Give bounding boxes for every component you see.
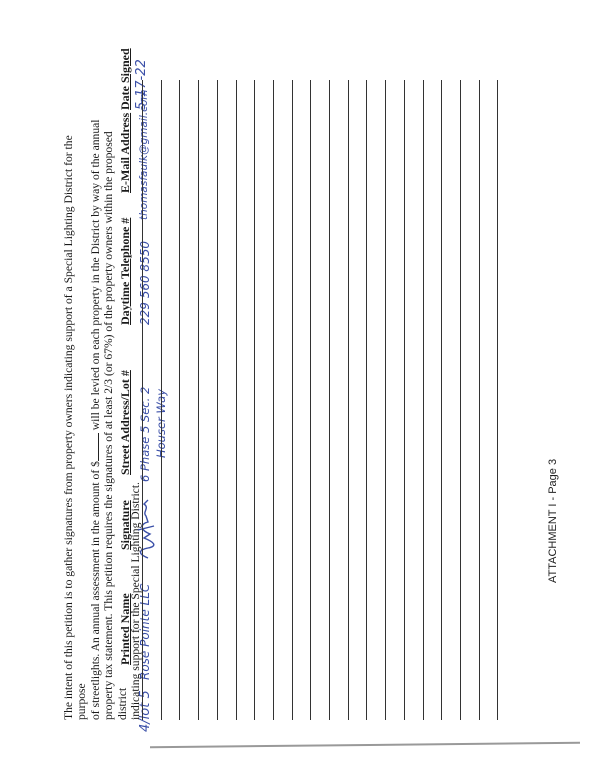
intro-line-2b: will be levied on each property in the District by way of the annual — [88, 119, 102, 431]
intro-line-2 — [89, 100, 102, 720]
signature-row-line — [142, 80, 143, 720]
intro-line-4: indicating support for the Special Lighting District. — [129, 482, 143, 720]
entry-lot-note: 4/lot 5 — [138, 690, 153, 732]
entry-date: 5-17-22 — [134, 59, 149, 110]
header-date-signed: Date Signed — [118, 48, 132, 110]
intro-line-2a: of streetlights. An annual assessment in the amount of $ — [88, 461, 102, 720]
signature-row-line — [292, 80, 293, 720]
header-email-address: E-Mail Address — [118, 112, 132, 193]
footer-attachment-label: ATTACHMENT I - Page 3 — [547, 458, 559, 583]
signature-row-line — [329, 80, 330, 720]
signature-row-line — [236, 80, 237, 720]
signature-row-line — [161, 80, 162, 720]
header-daytime-telephone: Daytime Telephone # — [118, 217, 132, 325]
signature-row-line — [460, 80, 461, 720]
signature-row-line — [348, 80, 349, 720]
assessment-amount-blank — [89, 433, 99, 461]
signature-row-line — [217, 80, 218, 720]
entry-printed-name: Rose Pointe LLC — [138, 583, 152, 680]
scan-edge-rule — [150, 742, 580, 749]
signature-row-line — [254, 80, 255, 720]
signature-row-line — [423, 80, 424, 720]
header-printed-name: Printed Name — [118, 593, 132, 665]
signature-row-line — [404, 80, 405, 720]
header-street-address: Street Address/Lot # — [118, 370, 132, 475]
entry-telephone: 229 560 8550 — [138, 241, 152, 325]
entry-address-line-1: 6 Phase 5 Sec. 2 — [138, 386, 152, 482]
signature-row-line — [310, 80, 311, 720]
entry-address-line-2: Houser Way — [154, 388, 168, 458]
signature-row-line — [441, 80, 442, 720]
entry-signature-scribble — [134, 480, 156, 560]
signature-row-line — [179, 80, 180, 720]
petition-sheet — [62, 48, 532, 732]
signature-row-line — [366, 80, 367, 720]
signature-row-line — [198, 80, 199, 720]
signature-row-line — [385, 80, 386, 720]
signature-row-line — [479, 80, 480, 720]
header-signature: Signature — [118, 500, 132, 550]
entry-email: thomasfaulk@gmail.com — [138, 89, 150, 220]
signature-row-line — [273, 80, 274, 720]
intro-line-1: The intent of this petition is to gather signatures from property owners indicating support of a Special Lighting District for the purpose — [62, 135, 89, 720]
intro-line-3: property tax statement. This petition requires the signatures of at least 2/3 (or 67%) of the property owners within the proposed district — [102, 131, 129, 720]
column-headers — [118, 48, 134, 720]
signature-row-line — [497, 80, 498, 720]
